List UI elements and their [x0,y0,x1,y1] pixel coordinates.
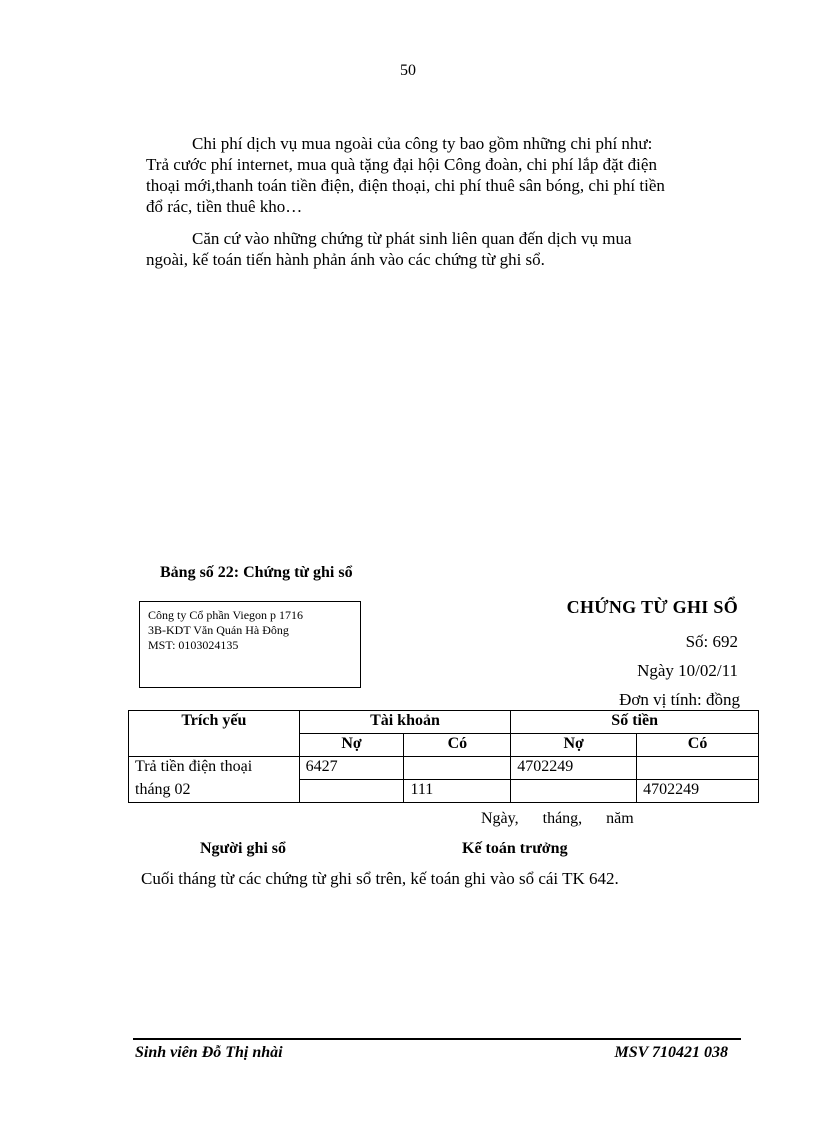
currency-unit: Đơn vị tính: đồng [619,690,740,709]
table-header-row [129,711,759,734]
cell-account-credit [404,757,511,780]
cell-account-debit [299,780,404,803]
closing-paragraph: Cuối tháng từ các chứng từ ghi sổ trên, kế toán ghi vào sổ cái TK 642. [141,869,619,888]
header-amount-credit: Có [637,734,759,757]
table-row [129,780,759,803]
header-amount: Số tiền [511,711,759,734]
signer-chief-accountant: Kế toán trưởng [462,840,568,857]
cell-amount-debit: 4702249 [511,757,637,780]
paragraph-line: Căn cứ vào những chứng từ phát sinh liên quan đến dịch vụ mua [192,229,632,248]
paragraph-services [146,133,746,217]
company-address: 3B-KDT Văn Quán Hà Đông [148,623,289,637]
cell-amount-debit [511,780,637,803]
table-row [129,757,759,780]
header-account-debit: Nợ [299,734,404,757]
footer-divider [133,1038,741,1040]
date-month-label: tháng, [542,810,583,827]
cell-amount-credit: 4702249 [637,780,759,803]
company-tax-code: MST: 0103024135 [148,638,239,652]
company-info-box [139,601,361,688]
paragraph-line: Chi phí dịch vụ mua ngoài của công ty bao gồm những chi phí như: [192,134,653,153]
header-description: Trích yếu [129,711,300,757]
cell-amount-credit [637,757,759,780]
document-number: Số: 692 [685,632,738,651]
paragraph-line: đổ rác, tiền thuê kho… [146,197,303,216]
page-number: 50 [400,62,416,79]
cell-description: tháng 02 [129,780,300,803]
paragraph-line: ngoài, kế toán tiến hành phản ánh vào các chứng từ ghi sổ. [146,250,545,269]
paragraph-line: Trả cước phí internet, mua quà tặng đại hội Công đoàn, chi phí lắp đặt điện [146,155,657,174]
header-account-credit: Có [404,734,511,757]
header-account: Tài khoản [299,711,511,734]
signature-date-line [481,810,652,828]
cell-account-credit: 111 [404,780,511,803]
cell-description: Trả tiền điện thoại [129,757,300,780]
paragraph-vouchers [146,228,746,270]
footer-student-name: Sinh viên Đỗ Thị nhài [135,1044,283,1061]
date-day-label: Ngày, [481,810,519,827]
cell-account-debit: 6427 [299,757,404,780]
header-amount-debit: Nợ [511,734,637,757]
voucher-table [128,710,759,803]
company-name: Công ty Cổ phần Viegon p 1716 [148,608,304,622]
document-title: CHỨNG TỪ GHI SỔ [566,597,738,617]
signer-recorder: Người ghi sổ [200,840,287,857]
date-year-label: năm [606,810,634,827]
table-caption: Bảng số 22: Chứng từ ghi sổ [160,564,353,581]
document-date: Ngày 10/02/11 [637,661,738,680]
footer-student-id: MSV 710421 038 [614,1044,728,1061]
paragraph-line: thoại mới,thanh toán tiền điện, điện thoại, chi phí thuê sân bóng, chi phí tiền [146,176,665,195]
